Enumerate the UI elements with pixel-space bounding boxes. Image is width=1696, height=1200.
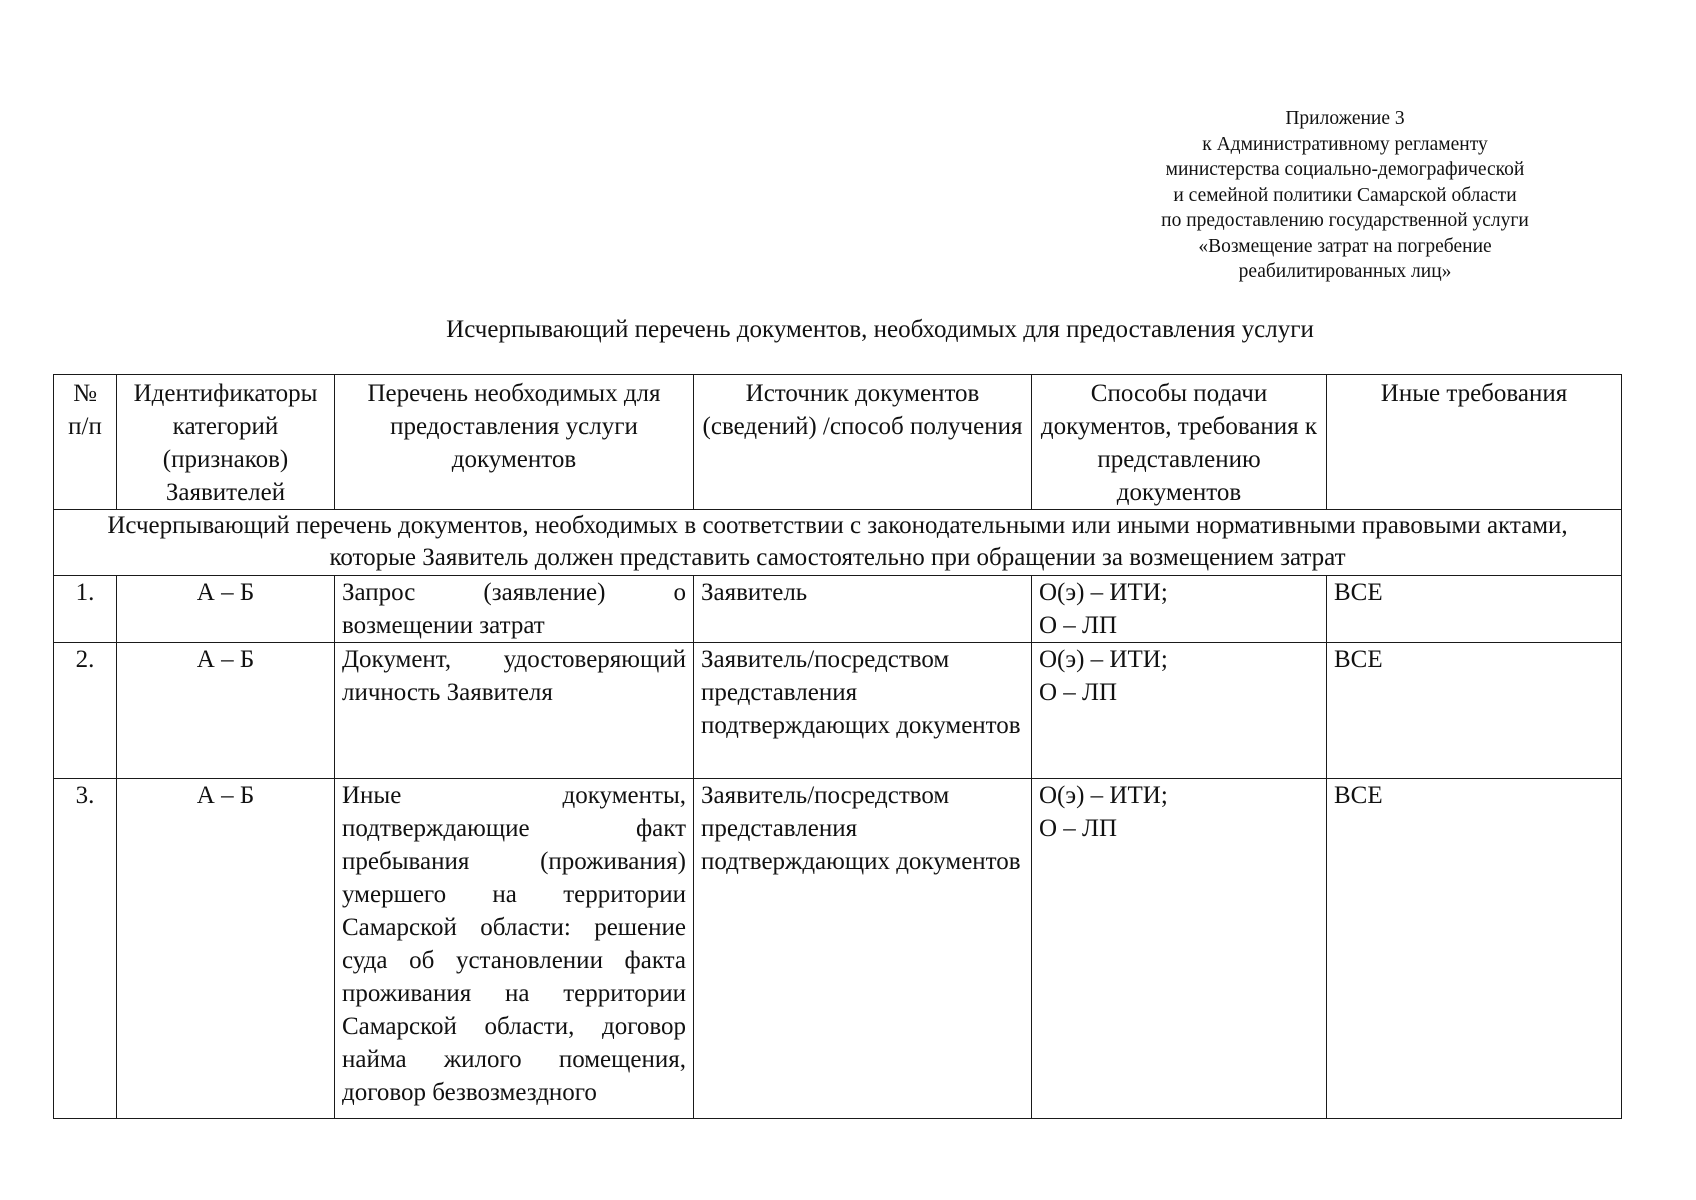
header-num: № п/п <box>54 375 117 510</box>
row-way-line: О – ЛП <box>1039 815 1118 842</box>
table-row <box>54 643 1622 779</box>
documents-table <box>53 374 1622 1119</box>
row-document: Иные документы, подтверждающие факт пребывания (проживания) умершего на территории Самарской области: решение суда об установлении факта проживания на территории Самарской области, договор найма жилого помещения, договор безвозмездного <box>335 779 694 1119</box>
header-other: Иные требования <box>1327 375 1622 510</box>
table-header-row <box>54 375 1622 510</box>
row-source: Заявитель/посредством представления подтверждающих документов <box>694 779 1032 1119</box>
header-documents: Перечень необходимых для предоставления услуги документов <box>335 375 694 510</box>
row-other: ВСЕ <box>1327 643 1622 779</box>
row-document: Запрос (заявление) о возмещении затрат <box>335 576 694 643</box>
row-num: 1. <box>54 576 117 643</box>
row-source: Заявитель/посредством представления подтверждающих документов <box>694 643 1032 779</box>
appendix-line: Приложение 3 <box>1285 108 1405 129</box>
row-way-line: О(э) – ИТИ; <box>1039 782 1168 809</box>
appendix-line: к Административному регламенту <box>1202 133 1488 155</box>
document-title: Исчерпывающий перечень документов, необходимых для предоставления услуги <box>446 316 1314 343</box>
appendix-line: реабилитированных лиц» <box>1238 261 1452 282</box>
appendix-line: министерства социально-демографической <box>1165 159 1525 180</box>
appendix-header <box>1120 106 1570 285</box>
row-source: Заявитель <box>694 576 1032 643</box>
header-source: Источник документов (сведений) /способ получения <box>694 375 1032 510</box>
row-way-line: О – ЛП <box>1039 679 1118 706</box>
row-ways <box>1032 779 1327 1119</box>
row-category: А – Б <box>117 779 335 1119</box>
row-other: ВСЕ <box>1327 576 1622 643</box>
header-category: Идентификаторы категорий (признаков) Заявителей <box>117 375 335 510</box>
row-way-line: О(э) – ИТИ; <box>1039 579 1168 606</box>
row-other: ВСЕ <box>1327 779 1622 1119</box>
row-ways <box>1032 643 1327 779</box>
row-ways <box>1032 576 1327 643</box>
table-row <box>54 576 1622 643</box>
row-document: Документ, удостоверяющий личность Заявителя <box>335 643 694 779</box>
appendix-line: по предоставлению государственной услуги <box>1161 210 1529 231</box>
appendix-line: и семейной политики Самарской области <box>1173 184 1517 206</box>
row-way-line: О – ЛП <box>1039 612 1118 639</box>
row-category: А – Б <box>117 576 335 643</box>
table-row <box>54 779 1622 1119</box>
section-heading: Исчерпывающий перечень документов, необходимых в соответствии с законодательными или иными нормативными правовыми актами, которые Заявитель должен представить самостоятельно при обращении за возмещением затрат <box>54 510 1622 576</box>
header-ways: Способы подачи документов, требования к представлению документов <box>1032 375 1327 510</box>
row-num: 2. <box>54 643 117 779</box>
row-category: А – Б <box>117 643 335 779</box>
row-num: 3. <box>54 779 117 1119</box>
section-row <box>54 510 1622 576</box>
appendix-line: «Возмещение затрат на погребение <box>1198 235 1492 257</box>
row-way-line: О(э) – ИТИ; <box>1039 646 1168 673</box>
